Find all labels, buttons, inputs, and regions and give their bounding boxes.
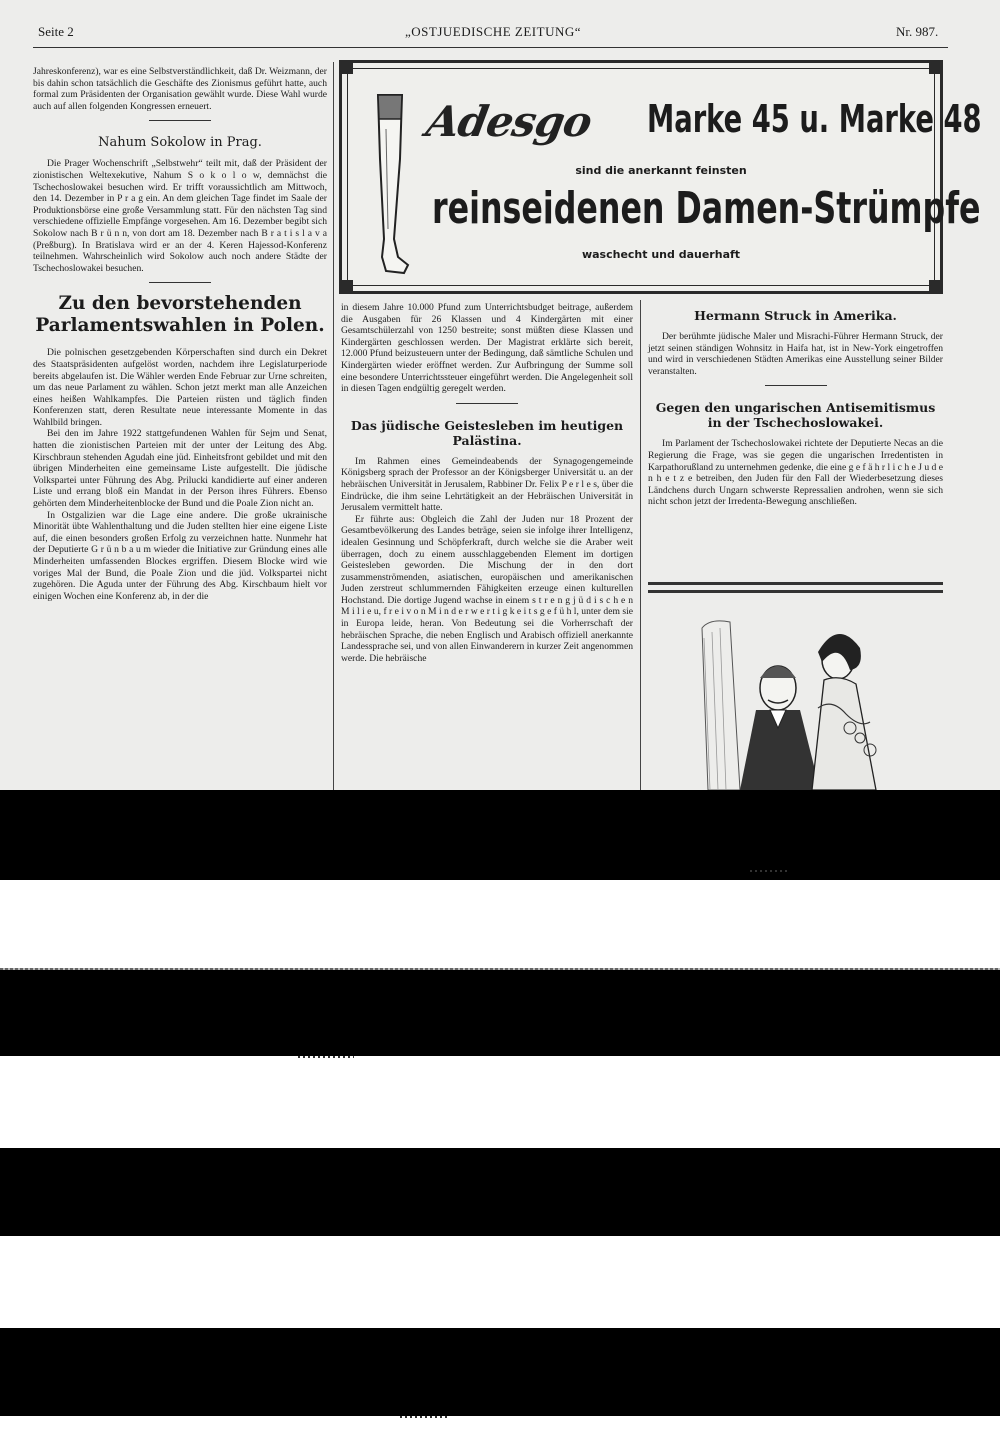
- separator: [149, 120, 211, 121]
- column-divider-right: [640, 300, 641, 790]
- polen-heading: Zu den bevorstehenden Parlamentswahlen in Polen.: [35, 293, 325, 337]
- antisemitismus-heading: Gegen den ungarischen Antisemitismus in der Tschechoslowakei.: [655, 400, 936, 431]
- section-bar: [648, 590, 943, 593]
- budget-paragraph: in diesem Jahre 10.000 Pfund zum Unterrichtsbudget beitrage, außerdem die Ausgaben für 26 Klassen und 4 Kindergärten mit einer Gesamtschülerzahl von 1250 bestreite; sonst müßten diese Klassen und Kindergärten geschlossen werden. Der Magistrat erklärte sich bereit, 12.000 Pfund beizusteuern unter der Bedingung, daß sämtliche Schulen und Kindergärten wieder eröffnet werden. Zur Aufbringung der Summe soll eine besondere Unterrichtssteuer eingeführt werden. Die Angelegenheit soll in diesen Tagen endgültig geregelt werden.: [341, 302, 633, 395]
- ad-brand: Adesgo: [422, 97, 596, 146]
- section-bar: [648, 582, 943, 585]
- right-column: [648, 305, 943, 508]
- ad-tagline: sind die anerkannt feinsten: [575, 164, 747, 177]
- ad-corner: [929, 280, 943, 294]
- scan-noise: [750, 870, 790, 872]
- scan-noise: [400, 1416, 450, 1418]
- ad-product: reinseidenen Damen-Strümpfe: [432, 183, 981, 234]
- geistesleben-heading: Das jüdische Geistesleben im heutigen Palästina.: [350, 417, 624, 448]
- ad-corner: [339, 280, 353, 294]
- polen-paragraph-1: Die polnischen gesetzgebenden Körperschaften sind durch ein Dekret des Staatspräsidenten aufgelöst worden, nachdem ihre Legislaturperiode bereits abgelaufen ist. Die Wähler werden Ende Februar zur Urne schreiten, um das neue Parlament zu wählen. Schon jetzt merkt man alle Anzeichen eines heißen Wahlkampfes. Die Parteien rüsten und täglich finden Konferenzen statt, deren Resultate neue interessante Momente in das Wahlbild bringen.: [33, 347, 327, 428]
- scan-black-band: [0, 790, 1000, 880]
- issue-number: Nr. 987.: [896, 24, 939, 39]
- sokolow-paragraph: Die Prager Wochenschrift „Selbstwehr“ teilt mit, daß der Präsident der zionistischen Weltexekutive, Nahum S o k o l o w, demnächst die Tschechoslowakei besuchen wird. Er trifft voraussichtlich am Mittwoch, den 14. Dezember in P r a g ein. An dem gleichen Tage findet im Saale der Produktionsbörse eine große Versammlung statt. Für den nächsten Tag sind verschiedene offizielle Empfänge vorgesehen. Am 16. Dezember begibt sich Sokolow nach B r ü n n, von dort am 18. Dezember nach B r a t i s l a v a (Preßburg). In Bratislava wird er an der 4. Keren Hajessod-Konferenz teilnehmen. Wahrscheinlich wird Sokolow auch noch andere Städte der Tschechoslowakei besuchen.: [33, 158, 327, 274]
- separator: [149, 282, 211, 283]
- scan-black-band: [0, 1148, 1000, 1236]
- ad-corner: [929, 60, 943, 74]
- antisemitismus-paragraph: Im Parlament der Tschechoslowakei richtete der Deputierte Necas an die Regierung die Frage, was sie gegen die ungarischen Irredentisten in Karpathorußland zu unternehmen gedenke, die eine g e f ä h r l i c h e J u d e n h e t z e betreiben, den Juden für den Fall der Wiederbesetzung dieses Ländchens durch Ungarn schwerste Repressalien androhen, wenn sie sich nicht schon jetzt der Irredenta-Bewegung anschließen.: [648, 438, 943, 508]
- stocking-advertisement: [339, 60, 982, 294]
- ad-quality: waschecht und dauerhaft: [581, 248, 741, 261]
- geistesleben-paragraph-1: Im Rahmen eines Gemeindeabends der Synagogengemeinde Königsberg sprach der Professor an der Königsberger Universität u. an der hebräischen Universität in Jerusalem, Rabbiner Dr. Felix P e r l e s, über die Eindrücke, die ihm seine Lehrtätigkeit an der Hebräischen Universität in Jerusalem vermittelt hatte.: [341, 455, 633, 514]
- left-column: [33, 66, 327, 602]
- couple-illustration: [700, 618, 900, 790]
- geistesleben-paragraph-2: Er führte aus: Obgleich die Zahl der Juden nur 18 Prozent der Gesamtbevölkerung des Landes beträge, seien sie infolge ihrer Intelligenz, idealen Gesinnung und Schöpferkraft, durch welche sie die Araber weit überragen, doch zu einem ausschlaggebenden Element im dortigen Geistesleben geworden. Die Mischung der in den dort zusammenströmenden, asiatischen, europäischen und amerikanischen Juden zerstreut schlummernden Fähigkeiten erzeuge einen kulturellen Hochstand. Die dortige Jugend wachse in einem s t r e n g j ü d i s c h e n M i l i e u, f r e i v o n M i n d e r w e r t i g k e i t s g e f ü h l, unter dem sie in Europa leide, heran. Von Bedeutung sei die Vorherrschaft der hebräischen Sprache, die neben Englisch und Arabisch offiziell anerkannte Landessprache sei, und von allen Einwanderern in kurzer Zeit angenommen werde. Die hebräische: [341, 513, 633, 664]
- column-divider-left: [333, 62, 334, 790]
- separator: [456, 403, 518, 404]
- scan-noise: [0, 968, 1000, 970]
- polen-paragraph-2: Bei den im Jahre 1922 stattgefundenen Wahlen für Sejm und Senat, hatten die zionistischen Parteien mit der unter der Leitung des Abg. Kirschbraun stehenden Agudah eine jüd. Einheitsfront gebildet und mit den übrigen Minderheiten eine gemeinsame Liste aufgestellt. Die jüdische Volkspartei unter Führung des Abg. Prilucki kandidierte auf einer anderen Liste und errang bloß ein Mandat in der Person ihres Führers. Ebenso gehörten dem Minderheitenblocke der Bund und die Poale Zion nicht an.: [33, 428, 327, 510]
- ad-models: Marke 45 u. Marke 48: [647, 97, 982, 141]
- page-number: Seite 2: [38, 24, 74, 39]
- struck-paragraph: Der berühmte jüdische Maler und Misrachi-Führer Hermann Struck, der jetzt seinen ständigen Wohnsitz in Haifa hat, ist in New-York eingetroffen und wird in verschiedenen Städten Amerikas eine Ausstellung seiner Bilder veranstalten.: [648, 331, 943, 377]
- scan-black-band: [0, 968, 1000, 1056]
- scan-black-band: [0, 1328, 1000, 1416]
- newspaper-title: „OSTJUEDISCHE ZEITUNG“: [405, 24, 582, 39]
- polen-paragraph-3: In Ostgalizien war die Lage eine andere. Die große ukrainische Minorität übte Wahlenthaltung und die Juden stellten hier eine eigene Liste auf, die einen besonders großen Erfolg zu verzeichnen hatte. Nunmehr hat der Deputierte G r ü n b a u m wieder die Initiative zur Gründung eines alle Minderheiten umfassenden Blockes ergriffen. Diesem Blocke wird wie voriges Mal der Bund, die Poale Zion und die jüd. Volkspartei nicht zugehören. Die Aguda unter der Führung des Abg. Kirschbaum hielt vor einigen Wochen eine Konferenz ab, in der die: [33, 509, 327, 602]
- middle-column: [341, 302, 633, 664]
- sokolow-heading: Nahum Sokolow in Prag.: [98, 135, 262, 151]
- scan-noise: [298, 1056, 354, 1058]
- struck-heading: Hermann Struck in Amerika.: [694, 308, 897, 323]
- separator: [765, 385, 827, 386]
- ad-corner: [339, 60, 353, 74]
- intro-paragraph: Jahreskonferenz), war es eine Selbstverständlichkeit, daß Dr. Weizmann, der bis dahin schon tatsächlich die Geschäfte des Zionismus geführt hatte, auch formal zum Präsidenten der Organisation gewählt wurde. Diese Wahl wurde auch auf allen folgenden Kongressen erneuert.: [33, 66, 327, 112]
- header-rule: [33, 47, 948, 48]
